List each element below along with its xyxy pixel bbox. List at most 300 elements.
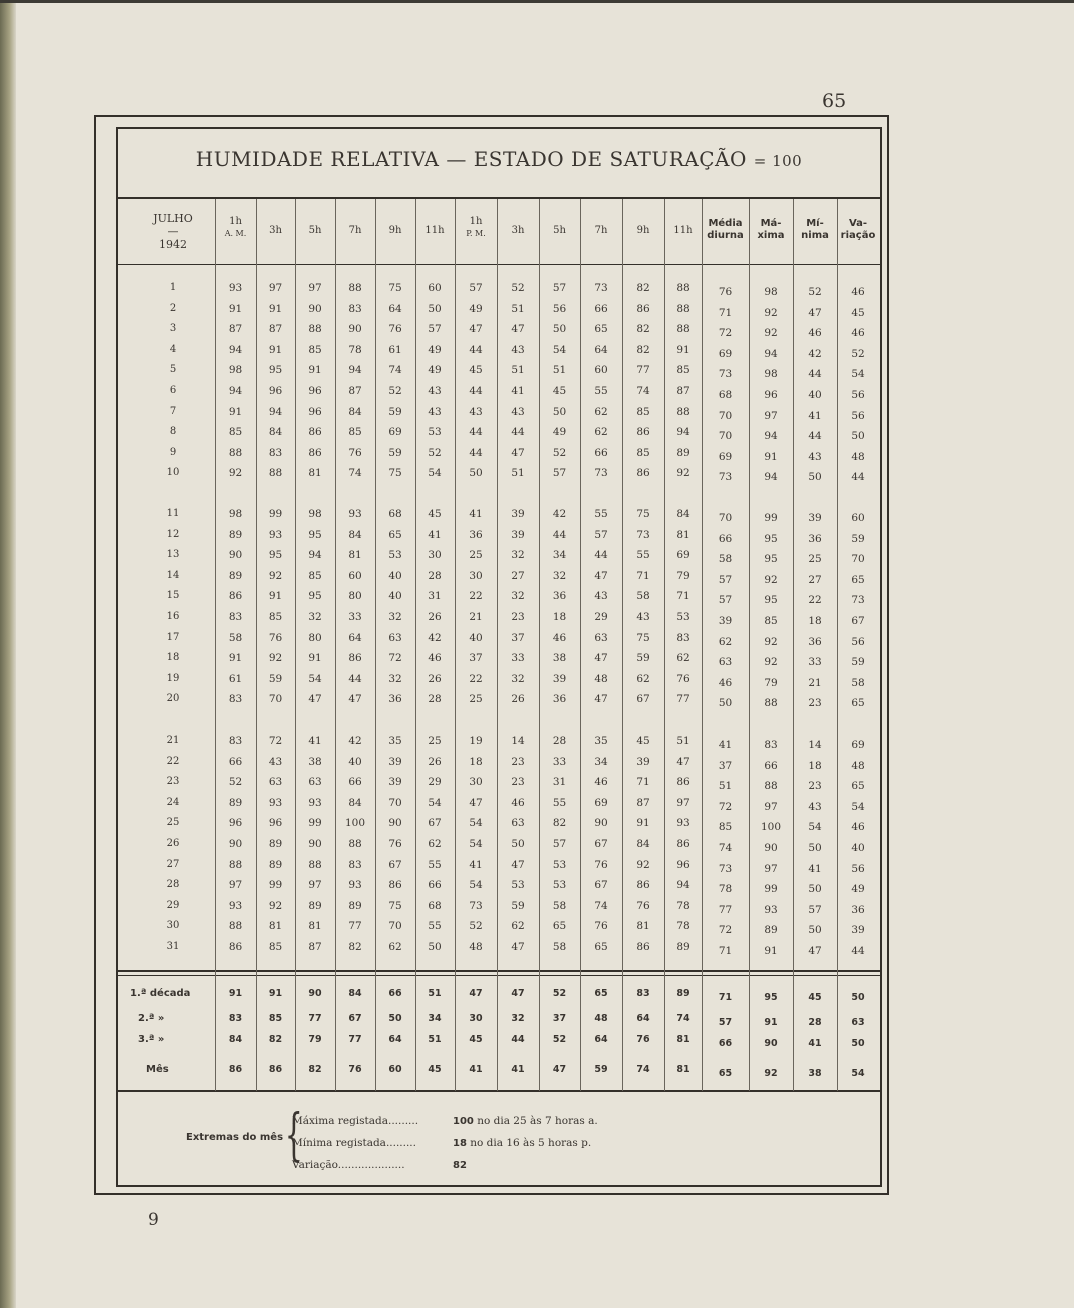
day-label: 26 [166, 838, 180, 849]
extremes-label: Extremas do mês [186, 1132, 284, 1143]
table-cell: 22 [808, 594, 822, 607]
table-cell: 47 [808, 945, 822, 957]
table-cell: 41 [511, 385, 525, 397]
summary-cell: 83 [636, 988, 650, 999]
table-cell: 84 [348, 796, 362, 809]
table-cell: 67 [388, 858, 402, 871]
table-cell: 68 [388, 508, 402, 520]
table-cell: 47 [308, 693, 322, 706]
summary-cell: 82 [308, 1064, 322, 1075]
table-cell: 62 [594, 405, 608, 418]
table-cell: 47 [511, 323, 525, 336]
table-cell: 96 [268, 385, 283, 397]
summary-cell: 45 [428, 1064, 442, 1075]
column-header-line2: nima [801, 230, 829, 241]
summary-cell: 74 [676, 1013, 690, 1024]
table-cell: 81 [268, 920, 283, 933]
table-cell: 98 [228, 508, 243, 520]
table-cell: 50 [718, 697, 733, 710]
table-cell: 76 [348, 446, 362, 459]
day-label: 13 [166, 549, 180, 561]
column-header [837, 218, 879, 242]
table-cell: 23 [511, 776, 525, 789]
table-cell: 50 [469, 467, 483, 480]
table-cell: 23 [511, 755, 525, 768]
table-cell: 46 [851, 821, 865, 834]
table-cell: 52 [388, 385, 402, 397]
table-cell: 49 [428, 343, 442, 356]
table-cell: 76 [594, 858, 608, 871]
table-cell: 42 [348, 735, 362, 747]
table-cell: 50 [428, 302, 442, 315]
table-cell: 76 [718, 286, 733, 298]
table-cell: 81 [676, 528, 690, 541]
table-cell: 58 [636, 590, 650, 603]
table-cell: 57 [552, 838, 567, 850]
summary-cell: 47 [552, 1064, 567, 1075]
table-cell: 44 [348, 672, 362, 685]
column-header-line2: A. M. [224, 229, 247, 238]
table-cell: 46 [552, 631, 567, 644]
table-cell: 58 [228, 631, 243, 644]
page-number: 65 [822, 90, 847, 112]
table-cell: 26 [428, 755, 442, 768]
title-main: HUMIDADE RELATIVA — ESTADO DE SATURAÇÃO [195, 147, 747, 171]
table-cell: 94 [764, 471, 778, 484]
table-cell: 41 [308, 735, 322, 747]
table-cell: 100 [760, 821, 782, 834]
table-cell: 66 [718, 532, 733, 545]
table-cell: 85 [228, 426, 243, 439]
table-cell: 27 [511, 569, 525, 582]
table-cell: 97 [764, 800, 778, 813]
summary-cell: 66 [718, 1038, 733, 1049]
table-cell: 33 [808, 656, 822, 669]
day-label: 10 [166, 467, 180, 479]
column-header-line1: 7h [594, 225, 608, 236]
summary-cell: 67 [348, 1013, 362, 1024]
table-cell: 51 [511, 467, 525, 480]
table-cell: 69 [594, 796, 608, 809]
summary-cell: 48 [594, 1013, 608, 1024]
summary-cell: 28 [808, 1017, 822, 1028]
table-cell: 89 [228, 569, 243, 582]
table-cell: 44 [808, 430, 822, 443]
table-cell: 83 [348, 858, 362, 871]
table-cell: 93 [268, 528, 283, 541]
day-label: 3 [169, 323, 177, 335]
column-header-line2: diurna [707, 230, 744, 241]
summary-cell: 71 [718, 992, 733, 1003]
day-label: 18 [166, 652, 180, 664]
table-cell: 57 [469, 282, 483, 294]
table-cell: 67 [851, 615, 865, 627]
table-cell: 85 [308, 569, 322, 582]
summary-cell: 64 [388, 1034, 402, 1045]
column-header-line1: 5h [308, 225, 322, 236]
table-cell: 54 [308, 672, 322, 685]
table-cell: 85 [636, 405, 650, 418]
extreme-value: 18 no dia 16 às 5 horas p. [453, 1137, 592, 1149]
column-header-line2: riação [840, 230, 876, 241]
table-cell: 63 [718, 656, 733, 669]
table-cell: 41 [469, 508, 483, 520]
table-cell: 28 [428, 693, 442, 706]
table-cell: 89 [676, 941, 690, 953]
table-cell: 86 [636, 467, 650, 480]
table-cell: 99 [308, 817, 322, 830]
table-cell: 96 [308, 405, 322, 418]
table-cell: 58 [718, 553, 733, 566]
day-label: 31 [166, 941, 180, 952]
table-cell: 76 [388, 323, 402, 336]
table-cell: 57 [594, 528, 608, 541]
table-cell: 97 [268, 282, 283, 294]
summary-cell: 74 [636, 1064, 650, 1075]
table-cell: 94 [764, 347, 778, 360]
table-cell: 97 [308, 879, 322, 892]
summary-cell: 77 [348, 1034, 362, 1045]
table-cell: 93 [228, 282, 243, 294]
table-cell: 86 [636, 879, 650, 892]
table-cell: 44 [469, 426, 483, 439]
table-cell: 71 [636, 569, 650, 582]
summary-cell: 83 [228, 1013, 243, 1024]
header-bottom-rule [116, 264, 882, 265]
table-cell: 48 [851, 450, 865, 463]
table-cell: 36 [808, 635, 822, 648]
table-cell: 87 [308, 941, 322, 953]
table-cell: 32 [511, 590, 525, 603]
table-cell: 35 [388, 735, 402, 747]
summary-cell: 41 [511, 1064, 525, 1075]
table-cell: 88 [348, 282, 362, 294]
table-cell: 43 [428, 385, 442, 397]
table-cell: 91 [764, 945, 778, 957]
table-cell: 47 [469, 323, 483, 336]
column-header-line1: 11h [425, 225, 445, 236]
top-edge-line [0, 0, 1074, 3]
table-cell: 96 [228, 817, 243, 830]
table-cell: 99 [764, 512, 778, 524]
table-cell: 91 [228, 652, 243, 665]
table-cell: 52 [428, 446, 442, 459]
table-cell: 85 [268, 941, 283, 953]
table-cell: 23 [808, 697, 822, 710]
table-cell: 56 [851, 409, 865, 422]
table-cell: 52 [228, 776, 243, 789]
table-cell: 32 [511, 549, 525, 562]
column-header-line1: 3h [511, 225, 525, 236]
table-cell: 75 [388, 467, 402, 480]
table-cell: 22 [469, 590, 483, 603]
day-label: 2 [169, 302, 177, 314]
table-cell: 57 [552, 282, 567, 294]
table-cell: 46 [511, 796, 525, 809]
table-cell: 31 [552, 776, 567, 789]
table-cell: 47 [594, 652, 608, 665]
table-cell: 91 [764, 450, 778, 463]
table-cell: 59 [636, 652, 650, 665]
table-cell: 46 [428, 652, 442, 665]
table-cell: 69 [676, 549, 690, 562]
column-header [749, 218, 793, 242]
table-cell: 91 [228, 302, 243, 315]
summary-label: 2.ª » [138, 1013, 165, 1024]
summary-cell: 50 [851, 1038, 865, 1049]
table-cell: 95 [268, 549, 283, 562]
summary-cell: 84 [228, 1034, 243, 1045]
table-cell: 89 [308, 899, 322, 912]
summary-cell: 91 [268, 988, 283, 999]
summary-cell: 64 [636, 1013, 650, 1024]
table-cell: 43 [511, 405, 525, 418]
table-cell: 97 [764, 409, 778, 422]
table-cell: 41 [718, 739, 733, 751]
table-cell: 69 [718, 347, 733, 360]
table-cell: 83 [228, 693, 243, 706]
table-cell: 29 [428, 776, 442, 789]
table-cell: 95 [308, 590, 322, 603]
table-cell: 21 [469, 611, 483, 623]
table-cell: 60 [594, 364, 608, 377]
table-cell: 81 [308, 467, 322, 480]
table-cell: 70 [718, 409, 733, 422]
table-cell: 47 [511, 446, 525, 459]
extreme-name: Máxima registada......... [292, 1115, 419, 1127]
column-header-line1: Va- [848, 218, 868, 229]
table-cell: 74 [348, 467, 362, 480]
table-cell: 85 [308, 343, 322, 356]
table-cell: 66 [348, 776, 362, 789]
table-cell: 74 [388, 364, 402, 377]
table-cell: 47 [469, 796, 483, 809]
table-cell: 18 [808, 615, 822, 627]
table-cell: 40 [469, 631, 483, 644]
table-cell: 50 [808, 842, 822, 854]
table-cell: 26 [428, 672, 442, 685]
summary-cell: 47 [511, 988, 525, 999]
table-cell: 91 [676, 343, 690, 356]
table-cell: 23 [511, 611, 525, 623]
table-cell: 97 [228, 879, 243, 892]
table-cell: 83 [764, 739, 778, 751]
table-cell: 92 [764, 306, 778, 319]
summary-cell: 52 [552, 988, 567, 999]
day-label: 30 [166, 920, 180, 932]
column-header-line1: 9h [636, 225, 650, 236]
table-cell: 36 [552, 693, 567, 706]
signature-mark: 9 [148, 1210, 159, 1230]
column-header-line1: 3h [269, 225, 282, 236]
table-cell: 60 [428, 282, 442, 294]
table-cell: 39 [552, 672, 567, 685]
summary-cell: 86 [268, 1064, 283, 1075]
table-cell: 62 [428, 838, 442, 850]
table-cell: 58 [552, 941, 567, 953]
table-cell: 36 [851, 903, 865, 916]
table-cell: 28 [428, 569, 442, 582]
table-cell: 85 [764, 615, 778, 627]
table-cell: 65 [851, 573, 865, 586]
table-cell: 86 [676, 838, 690, 850]
table-cell: 86 [348, 652, 362, 665]
table-cell: 68 [718, 389, 733, 401]
table-cell: 37 [511, 631, 525, 644]
column-header [295, 225, 335, 237]
summary-label: 1.ª década [130, 988, 191, 999]
table-cell: 98 [308, 508, 322, 520]
table-cell: 91 [308, 364, 322, 377]
table-cell: 96 [764, 389, 778, 401]
extreme-name: Mínima registada......... [292, 1137, 416, 1149]
table-cell: 42 [428, 631, 442, 644]
table-cell: 37 [718, 759, 733, 772]
table-cell: 85 [268, 611, 283, 623]
table-cell: 49 [469, 302, 483, 315]
table-cell: 18 [552, 611, 567, 623]
summary-cell: 86 [228, 1064, 243, 1075]
table-cell: 65 [388, 528, 402, 541]
table-cell: 54 [469, 838, 483, 850]
table-cell: 82 [552, 817, 567, 830]
table-cell: 65 [851, 697, 865, 710]
table-cell: 86 [308, 426, 322, 439]
table-cell: 32 [511, 672, 525, 685]
table-cell: 88 [308, 323, 322, 336]
summary-cell: 47 [469, 988, 483, 999]
summary-cell: 50 [851, 992, 865, 1003]
table-cell: 62 [388, 941, 402, 953]
table-cell: 56 [552, 302, 567, 315]
table-cell: 94 [764, 430, 778, 443]
table-cell: 45 [851, 306, 865, 319]
table-cell: 89 [676, 446, 690, 459]
table-cell: 96 [308, 385, 322, 397]
table-cell: 86 [636, 426, 650, 439]
table-cell: 30 [428, 549, 442, 562]
table-cell: 77 [348, 920, 362, 933]
table-cell: 92 [268, 569, 283, 582]
table-cell: 73 [718, 368, 733, 381]
summary-cell: 57 [718, 1017, 733, 1028]
table-cell: 87 [268, 323, 283, 336]
table-cell: 43 [636, 611, 650, 623]
table-cell: 88 [308, 858, 322, 871]
table-cell: 99 [268, 508, 283, 520]
column-header [539, 225, 580, 237]
table-cell: 41 [428, 528, 442, 541]
table-cell: 90 [388, 817, 402, 830]
table-cell: 55 [636, 549, 650, 562]
table-cell: 27 [808, 573, 822, 586]
table-cell: 88 [676, 405, 690, 418]
table-cell: 46 [718, 676, 733, 689]
table-cell: 14 [808, 739, 822, 751]
table-cell: 42 [552, 508, 567, 520]
table-cell: 82 [636, 323, 650, 336]
table-cell: 25 [469, 693, 483, 706]
table-cell: 62 [511, 920, 525, 933]
table-cell: 44 [511, 426, 525, 439]
summary-cell: 90 [764, 1038, 778, 1049]
column-header-line2: P. M. [466, 229, 486, 238]
table-cell: 76 [636, 899, 650, 912]
table-cell: 26 [428, 611, 442, 623]
table-cell: 97 [676, 796, 690, 809]
table-cell: 84 [268, 426, 283, 439]
table-cell: 93 [676, 817, 690, 830]
table-cell: 83 [268, 446, 283, 459]
header-month-year [138, 212, 208, 251]
table-cell: 28 [552, 735, 567, 747]
table-cell: 43 [808, 450, 822, 463]
table-cell: 45 [428, 508, 442, 520]
day-label: 29 [166, 899, 180, 911]
table-cell: 71 [718, 306, 733, 319]
table-cell: 69 [851, 739, 865, 751]
table-cell: 92 [268, 899, 283, 912]
table-cell: 89 [228, 796, 243, 809]
table-cell: 32 [552, 569, 567, 582]
table-cell: 60 [851, 512, 865, 524]
table-cell: 54 [428, 796, 442, 809]
table-cell: 43 [469, 405, 483, 418]
day-label: 22 [166, 755, 180, 767]
column-header-line1: 11h [673, 225, 693, 236]
table-cell: 86 [308, 446, 322, 459]
table-cell: 49 [851, 883, 865, 896]
table-cell: 83 [228, 735, 243, 747]
table-cell: 87 [348, 385, 362, 397]
summary-cell: 32 [511, 1013, 525, 1024]
day-label: 12 [166, 528, 180, 540]
header-dash: — [167, 225, 179, 238]
summary-cell: 34 [428, 1013, 442, 1024]
table-cell: 92 [268, 652, 283, 665]
table-cell: 40 [808, 389, 822, 401]
table-cell: 55 [594, 385, 608, 397]
column-header [375, 225, 415, 237]
table-cell: 54 [851, 800, 865, 813]
table-cell: 90 [228, 549, 243, 562]
table-cell: 71 [718, 945, 733, 957]
day-label: 16 [166, 611, 180, 622]
table-cell: 42 [808, 347, 822, 360]
table-cell: 73 [469, 899, 483, 912]
day-label: 14 [166, 569, 180, 581]
table-cell: 26 [511, 693, 525, 706]
table-cell: 85 [676, 364, 690, 377]
day-label: 23 [166, 776, 180, 788]
table-cell: 82 [636, 343, 650, 356]
table-cell: 70 [388, 920, 402, 933]
table-cell: 70 [718, 512, 733, 524]
table-cell: 90 [228, 838, 243, 850]
table-cell: 52 [851, 347, 865, 360]
table-cell: 65 [594, 323, 608, 336]
table-cell: 47 [348, 693, 362, 706]
table-cell: 54 [808, 821, 822, 834]
table-cell: 72 [718, 924, 733, 937]
table-cell: 69 [718, 450, 733, 463]
summary-cell: 59 [594, 1064, 608, 1075]
summary-cell: 91 [764, 1017, 778, 1028]
table-cell: 92 [764, 656, 778, 669]
table-cell: 98 [764, 286, 778, 298]
table-cell: 93 [348, 879, 362, 892]
table-cell: 67 [636, 693, 650, 706]
